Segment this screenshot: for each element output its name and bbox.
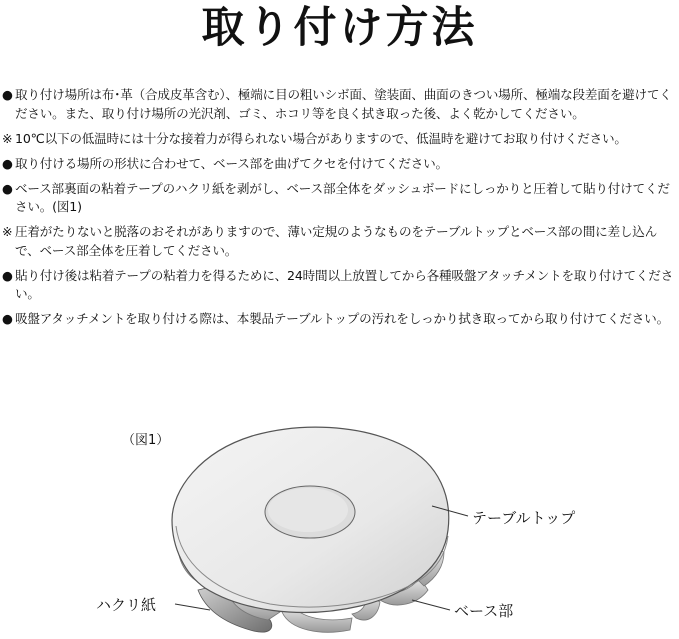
page-title: 取り付け方法 xyxy=(201,3,478,53)
instruction-text: 貼り付け後は粘着テープの粘着力を得るために、24時間以上放置してから各種吸盤アタッチメントを取り付けてください。 xyxy=(15,267,674,301)
instruction-text: ベース部裏面の粘着テープのハクリ紙を剥がし、ベース部全体をダッシュボードにしっかりと圧着して貼り付けてください。(図1) xyxy=(15,180,670,214)
callout-release-paper: ハクリ紙 xyxy=(96,596,157,614)
instruction-text: 吸盤アタッチメントを取り付ける際は、本製品テーブルトップの汚れをしっかり拭き取ってから取り付けてください。 xyxy=(15,311,669,326)
instruction-text: 取り付ける場所の形状に合わせて、ベース部を曲げてクセを付けてください。 xyxy=(15,155,448,171)
note-text: 10℃以下の低温時には十分な接着力が得られない場合がありますので、低温時を避けてお取り付けください。 xyxy=(15,130,627,146)
callout-base: ベース部 xyxy=(454,602,514,620)
note-mark: ※ xyxy=(2,130,13,146)
leader-line-base xyxy=(412,600,450,610)
bullet-mark: ● xyxy=(2,87,13,102)
bullet-mark: ● xyxy=(2,155,13,171)
table-top-disc xyxy=(172,427,449,612)
callout-table-top: テーブルトップ xyxy=(472,509,576,527)
figure-label: （図1） xyxy=(122,433,170,448)
instruction-text: 取り付け場所は布･革（合成皮革含む）、極端に目の粗いシボ面、塗装面、曲面のきつい場所、極端な段差面を避けてください。また、取り付け場所の光沢剤、ゴミ、ホコリ等を良く拭き取った後、よく乾かしてください。 xyxy=(15,87,672,121)
note-text: 圧着がたりないと脱落のおそれがありますので、薄い定規のようなものをテーブルトップとベース部の間に差し込んで、ベース部全体を圧着してください。 xyxy=(15,224,658,258)
note-mark: ※ xyxy=(2,224,13,239)
bullet-mark: ● xyxy=(2,180,13,196)
bullet-mark: ● xyxy=(2,267,13,283)
bullet-mark: ● xyxy=(2,311,13,326)
leader-line-release-paper xyxy=(175,604,210,610)
